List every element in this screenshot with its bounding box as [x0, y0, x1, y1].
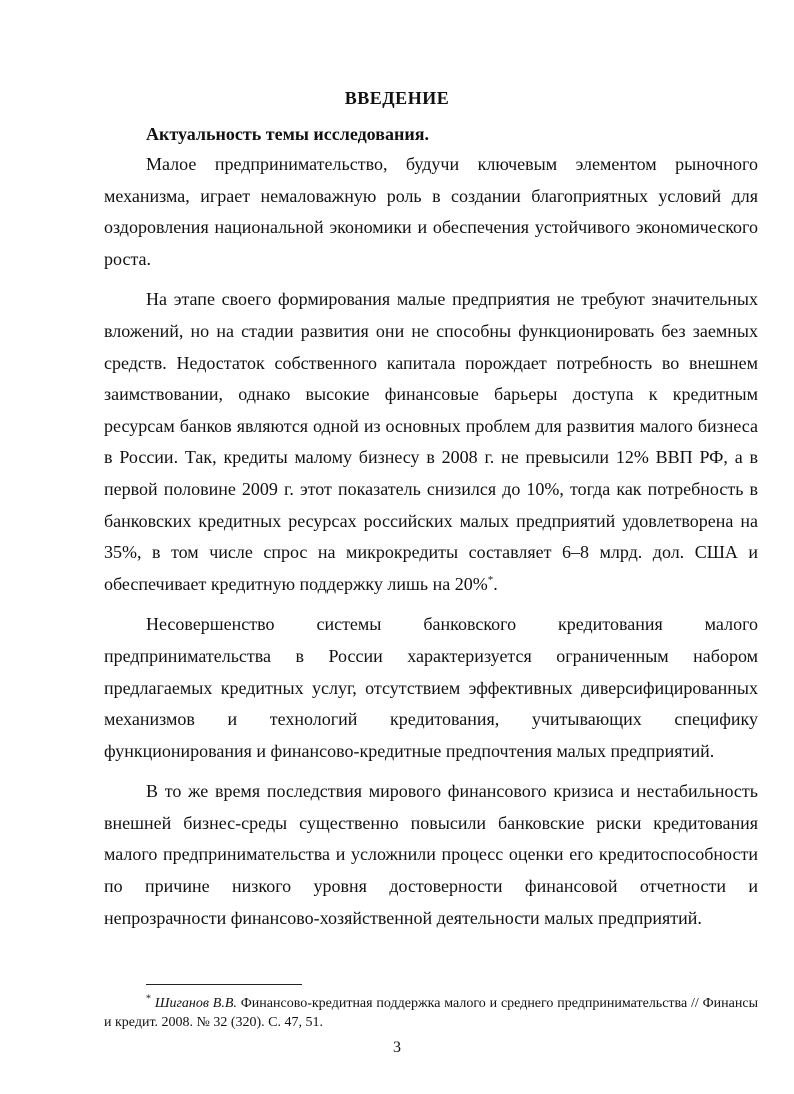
- footnote-author: Шиганов В.В.: [154, 996, 237, 1011]
- paragraph-1-text: Малое предпринимательство, будучи ключевым элементом рыночного механизма, играет немаловажную роль в создании благоприятных условий для оздоровления национальной экономики и обеспечения устойчивого экономического роста.: [104, 154, 758, 269]
- paragraph-2: [104, 284, 758, 600]
- body-text: [104, 149, 758, 943]
- paragraph-3: [104, 609, 758, 767]
- paragraph-2-text: На этапе своего формирования малые предприятия не требуют значительных вложений, но на стадии развития они не способны функционировать без заемных средств. Недостаток собственного капитала порождает потребность во внешнем заимствовании, однако высокие финансовые барьеры доступа к кредитным ресурсам банков являются одной из основных проблем для развития малого бизнеса в России. Так, кредиты малому бизнесу в 2008 г. не превысили 12% ВВП РФ, а в первой половине 2009 г. этот показатель снизился до 10%, тогда как потребность в банковских кредитных ресурсах российских малых предприятий удовлетворена на 35%, в том числе спрос на микрокредиты составляет 6–8 млрд. дол. США и обеспечивает кредитную поддержку лишь на 20%: [104, 289, 758, 594]
- section-subheading: Актуальность темы исследования.: [146, 124, 429, 144]
- footnote-divider: [146, 984, 302, 985]
- page-number: 3: [393, 1039, 401, 1056]
- footnote: [104, 994, 758, 1032]
- footnote-reference-mark: *: [487, 573, 494, 586]
- paragraph-3-text: Несовершенство системы банковского кредитования малого предпринимательства в России характеризуется ограниченным набором предлагаемых кредитных услуг, отсутствием эффективных диверсифицированных механизмов и технологий кредитования, учитывающих специфику функционирования и финансово-кредитные предпочтения малых предприятий.: [104, 614, 758, 761]
- paragraph-2-end: .: [493, 573, 498, 594]
- footnote-text: [104, 994, 758, 1032]
- footnote-citation: Финансово-кредитная поддержка малого и среднего предпринимательства // Финансы и кредит. 2008. № 32 (320). С. 47, 51.: [104, 996, 758, 1030]
- paragraph-4: [104, 776, 758, 934]
- paragraph-1: [104, 149, 758, 275]
- footnote-mark: *: [146, 993, 151, 1005]
- paragraph-4-text: В то же время последствия мирового финансового кризиса и нестабильность внешней бизнес-среды существенно повысили банковские риски кредитования малого предпринимательства и усложнили процесс оценки его кредитоспособности по причине низкого уровня достоверности финансовой отчетности и непрозрачности финансово-хозяйственной деятельности малых предприятий.: [104, 781, 758, 928]
- chapter-heading: ВВЕДЕНИЕ: [344, 88, 450, 108]
